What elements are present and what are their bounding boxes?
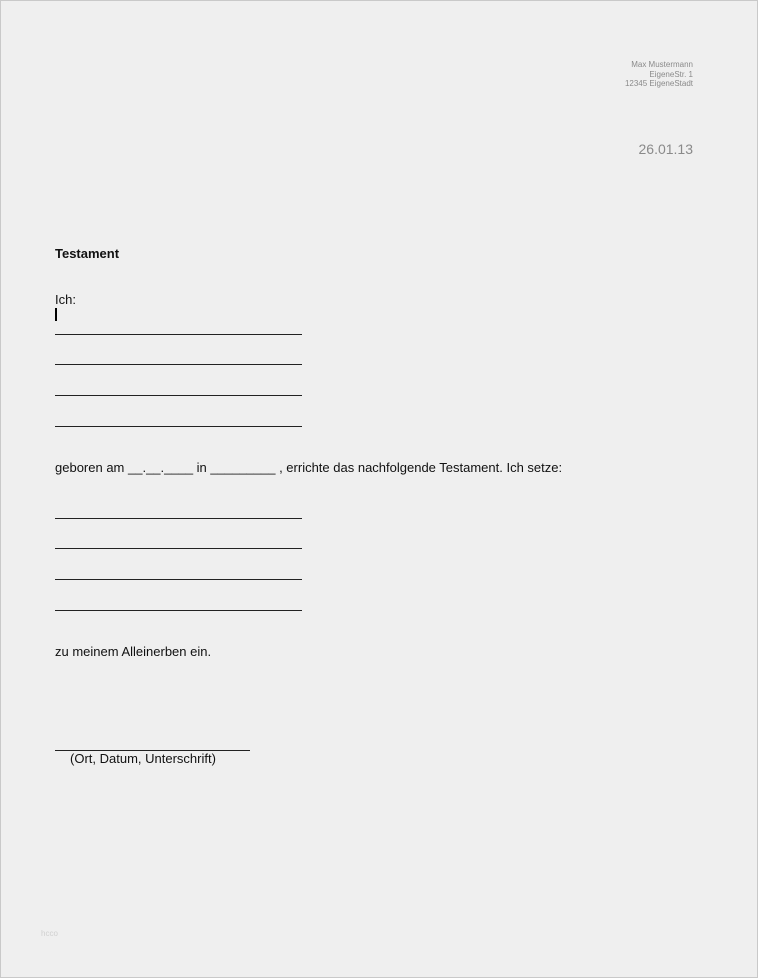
heir-statement: zu meinem Alleinerben ein. [55, 644, 212, 659]
signature-caption: (Ort, Datum, Unterschrift) [70, 751, 216, 766]
document-date: 26.01.13 [638, 141, 693, 157]
sender-street: EigeneStr. 1 [649, 69, 693, 79]
sender-address [625, 60, 693, 89]
heir-blank-line-1[interactable] [55, 518, 302, 519]
testator-blank-line-1[interactable] [55, 334, 302, 335]
footer-watermark: hcco [41, 929, 58, 938]
intro-label: Ich: [55, 292, 76, 307]
birth-statement: geboren am __.__.____ in _________ , errichte das nachfolgende Testament. Ich setze: [55, 460, 563, 475]
text-cursor [55, 308, 57, 321]
heir-blank-line-2[interactable] [55, 548, 302, 549]
sender-city: 12345 EigeneStadt [624, 79, 693, 88]
heir-blank-line-3[interactable] [55, 579, 302, 580]
testator-blank-line-3[interactable] [55, 395, 302, 396]
heir-blank-line-4[interactable] [55, 610, 302, 611]
testator-blank-line-4[interactable] [55, 426, 302, 427]
document-title: Testament [55, 246, 120, 261]
sender-name: Max Mustermann [631, 60, 693, 69]
testator-blank-line-2[interactable] [55, 364, 302, 365]
